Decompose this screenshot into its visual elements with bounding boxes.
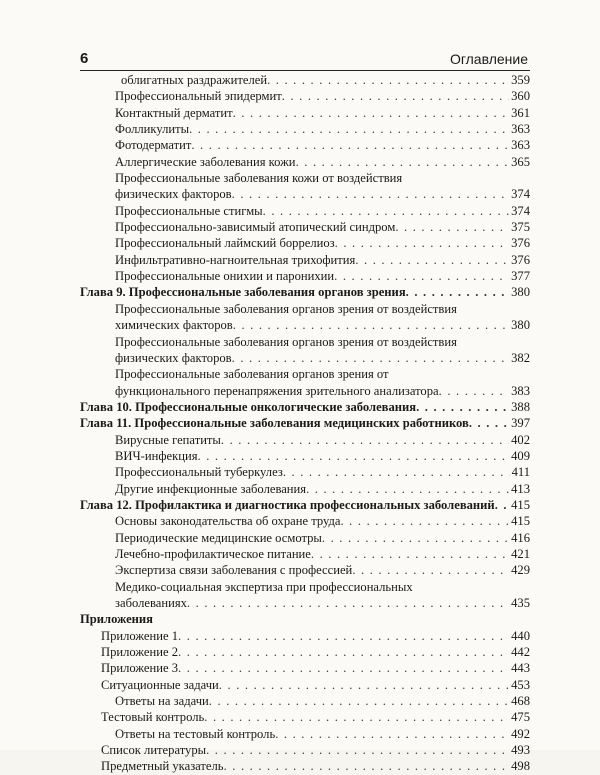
toc-entry[interactable]: Ситуационные задачи . . . 453 xyxy=(80,677,530,693)
toc-entry[interactable]: Ответы на задачи . . . 468 xyxy=(80,693,530,709)
toc-chapter-11[interactable]: Глава 11. Профессиональные заболевания медицинских работников . . . 397 xyxy=(80,415,530,431)
toc-entry[interactable]: Профессиональный туберкулез . . . 411 xyxy=(80,464,530,480)
toc-chapter-12[interactable]: Глава 12. Профилактика и диагностика профессиональных заболеваний . . . 415 xyxy=(80,497,530,513)
toc-entry[interactable]: Профессиональные заболевания кожи от воздействия физических факторов . . . 374 xyxy=(80,170,530,203)
table-of-contents xyxy=(80,72,530,775)
toc-chapter-9[interactable]: Глава 9. Профессиональные заболевания органов зрения . . . 380 xyxy=(80,284,530,300)
toc-entry[interactable]: Приложение 2 . . . 442 xyxy=(80,644,530,660)
toc-entry[interactable]: Фолликулиты . . . 363 xyxy=(80,121,530,137)
toc-appendices-heading[interactable]: Приложения xyxy=(80,612,153,627)
toc-entry[interactable]: Профессиональные заболевания органов зрения от воздействия химических факторов . . . 380 xyxy=(80,301,530,334)
toc-entry[interactable]: облигатных раздражителей . . . 359 xyxy=(80,72,530,88)
toc-entry[interactable]: Фотодерматит . . . 363 xyxy=(80,137,530,153)
toc-entry[interactable]: Лечебно-профилактическое питание . . . 421 xyxy=(80,546,530,562)
toc-entry[interactable]: Основы законодательства об охране труда . . . 415 xyxy=(80,513,530,529)
toc-entry[interactable]: Контактный дерматит . . . 361 xyxy=(80,105,530,121)
toc-entry[interactable]: Профессиональные стигмы . . . 374 xyxy=(80,203,530,219)
toc-entry[interactable]: Ответы на тестовый контроль . . . 492 xyxy=(80,726,530,742)
toc-entry[interactable]: Профессиональный лаймский боррелиоз . . . 376 xyxy=(80,235,530,251)
toc-entry[interactable]: Профессионально-зависимый атопический синдром . . . 375 xyxy=(80,219,530,235)
toc-entry[interactable]: Медико-социальная экспертиза при профессиональных заболеваниях . . . 435 xyxy=(80,579,530,612)
toc-entry[interactable]: Экспертиза связи заболевания с профессией . . . 429 xyxy=(80,562,530,578)
toc-entry[interactable]: Профессиональные заболевания органов зрения от воздействия физических факторов . . . 382 xyxy=(80,334,530,367)
toc-entry[interactable]: Предметный указатель . . . 498 xyxy=(80,758,530,774)
toc-entry[interactable]: Аллергические заболевания кожи . . . 365 xyxy=(80,154,530,170)
toc-entry[interactable]: Приложение 3 . . . 443 xyxy=(80,660,530,676)
toc-entry[interactable]: Профессиональные онихии и паронихии . . . 377 xyxy=(80,268,530,284)
toc-entry[interactable]: Список литературы . . . 493 xyxy=(80,742,530,758)
page-header xyxy=(80,50,528,70)
toc-chapter-10[interactable]: Глава 10. Профессиональные онкологические заболевания . . . 388 xyxy=(80,399,530,415)
toc-entry[interactable]: Профессиональный эпидермит . . . 360 xyxy=(80,88,530,104)
running-head: Оглавление xyxy=(449,51,528,67)
toc-entry[interactable]: Инфильтративно-нагноительная трихофития . . . 376 xyxy=(80,252,530,268)
toc-entry[interactable]: Другие инфекционные заболевания . . . 413 xyxy=(80,481,530,497)
toc-entry[interactable]: Профессиональные заболевания органов зрения от функционального перенапряжения зрительного анализатора . . . 383 xyxy=(80,366,530,399)
page-number: 6 xyxy=(80,50,89,67)
toc-entry[interactable]: ВИЧ-инфекция . . . 409 xyxy=(80,448,530,464)
toc-entry[interactable]: Тестовый контроль . . . 475 xyxy=(80,709,530,725)
toc-entry[interactable]: Приложение 1 . . . 440 xyxy=(80,628,530,644)
header-rule xyxy=(80,70,530,71)
toc-entry[interactable]: Периодические медицинские осмотры . . . 416 xyxy=(80,530,530,546)
toc-entry[interactable]: Вирусные гепатиты . . . 402 xyxy=(80,432,530,448)
